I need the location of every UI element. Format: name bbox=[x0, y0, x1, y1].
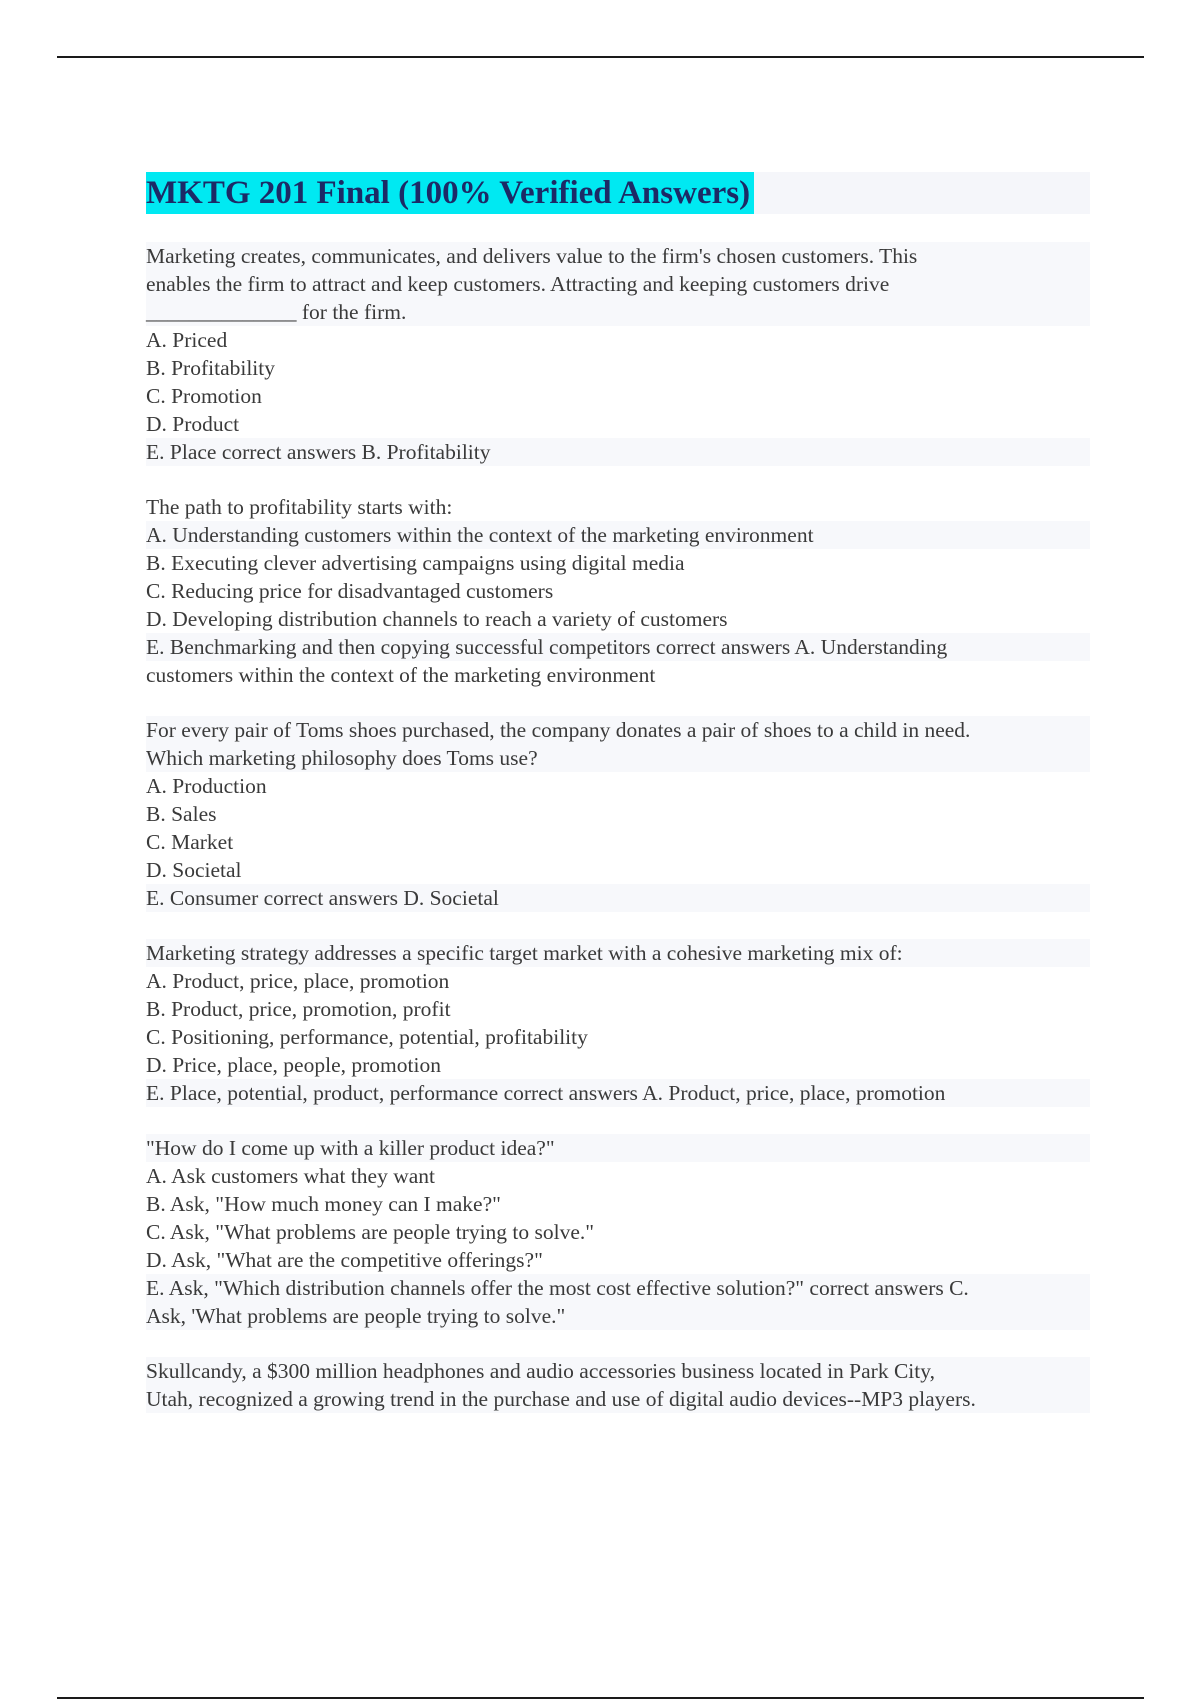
question-text: Marketing creates, communicates, and delivers value to the firm's chosen customers. This bbox=[146, 242, 1090, 270]
answer-option: B. Product, price, promotion, profit bbox=[146, 997, 451, 1021]
answer-option-with-correct-answer: E. Place correct answers B. Profitability bbox=[146, 438, 1090, 466]
question-6 bbox=[146, 1357, 1090, 1413]
top-rule bbox=[57, 56, 1144, 58]
answer-option: C. Promotion bbox=[146, 384, 262, 408]
correct-answer-continuation: customers within the context of the marketing environment bbox=[146, 663, 656, 687]
answer-option-with-correct-answer: E. Ask, "Which distribution channels offer the most cost effective solution?" correct answers C. bbox=[146, 1274, 1090, 1302]
answer-option: B. Ask, "How much money can I make?" bbox=[146, 1192, 501, 1216]
answer-option: C. Positioning, performance, potential, profitability bbox=[146, 1025, 588, 1049]
answer-option: D. Societal bbox=[146, 858, 242, 882]
answer-option: D. Ask, "What are the competitive offerings?" bbox=[146, 1248, 543, 1272]
question-1 bbox=[146, 242, 1090, 466]
answer-option: D. Developing distribution channels to reach a variety of customers bbox=[146, 607, 728, 631]
correct-answer-continuation: Ask, 'What problems are people trying to solve." bbox=[146, 1302, 1090, 1330]
answer-option: B. Sales bbox=[146, 802, 217, 826]
answer-option: D. Price, place, people, promotion bbox=[146, 1053, 441, 1077]
question-text: Utah, recognized a growing trend in the purchase and use of digital audio devices--MP3 players. bbox=[146, 1385, 1090, 1413]
answer-option: A. Production bbox=[146, 774, 267, 798]
answer-option: A. Priced bbox=[146, 328, 228, 352]
answer-option-with-correct-answer: E. Consumer correct answers D. Societal bbox=[146, 884, 1090, 912]
answer-option: B. Profitability bbox=[146, 356, 275, 380]
answer-option: A. Understanding customers within the context of the marketing environment bbox=[146, 521, 1090, 549]
document-title: MKTG 201 Final (100% Verified Answers) bbox=[146, 172, 754, 214]
question-5 bbox=[146, 1134, 1090, 1330]
question-text: ______________ for the firm. bbox=[146, 298, 1090, 326]
answer-option: C. Ask, "What problems are people trying to solve." bbox=[146, 1220, 595, 1244]
question-2 bbox=[146, 493, 1090, 689]
bottom-rule bbox=[57, 1697, 1144, 1699]
question-text: "How do I come up with a killer product idea?" bbox=[146, 1134, 1090, 1162]
answer-option: B. Executing clever advertising campaigns using digital media bbox=[146, 551, 685, 575]
question-text: For every pair of Toms shoes purchased, the company donates a pair of shoes to a child in need. bbox=[146, 716, 1090, 744]
document-body bbox=[146, 172, 1090, 1440]
question-text: Which marketing philosophy does Toms use? bbox=[146, 744, 1090, 772]
answer-option: C. Reducing price for disadvantaged customers bbox=[146, 579, 554, 603]
answer-option: D. Product bbox=[146, 412, 240, 436]
answer-option-with-correct-answer: E. Place, potential, product, performance correct answers A. Product, price, place, promotion bbox=[146, 1079, 1090, 1107]
question-text: The path to profitability starts with: bbox=[146, 495, 453, 519]
answer-option: A. Product, price, place, promotion bbox=[146, 969, 450, 993]
answer-option: C. Market bbox=[146, 830, 234, 854]
question-text: Skullcandy, a $300 million headphones and audio accessories business located in Park City, bbox=[146, 1357, 1090, 1385]
answer-option-with-correct-answer: E. Benchmarking and then copying successful competitors correct answers A. Understanding bbox=[146, 633, 1090, 661]
question-4 bbox=[146, 939, 1090, 1107]
question-text: enables the firm to attract and keep customers. Attracting and keeping customers drive bbox=[146, 270, 1090, 298]
question-3 bbox=[146, 716, 1090, 912]
question-text: Marketing strategy addresses a specific target market with a cohesive marketing mix of: bbox=[146, 939, 1090, 967]
title-row bbox=[146, 172, 1090, 214]
answer-option: A. Ask customers what they want bbox=[146, 1164, 436, 1188]
